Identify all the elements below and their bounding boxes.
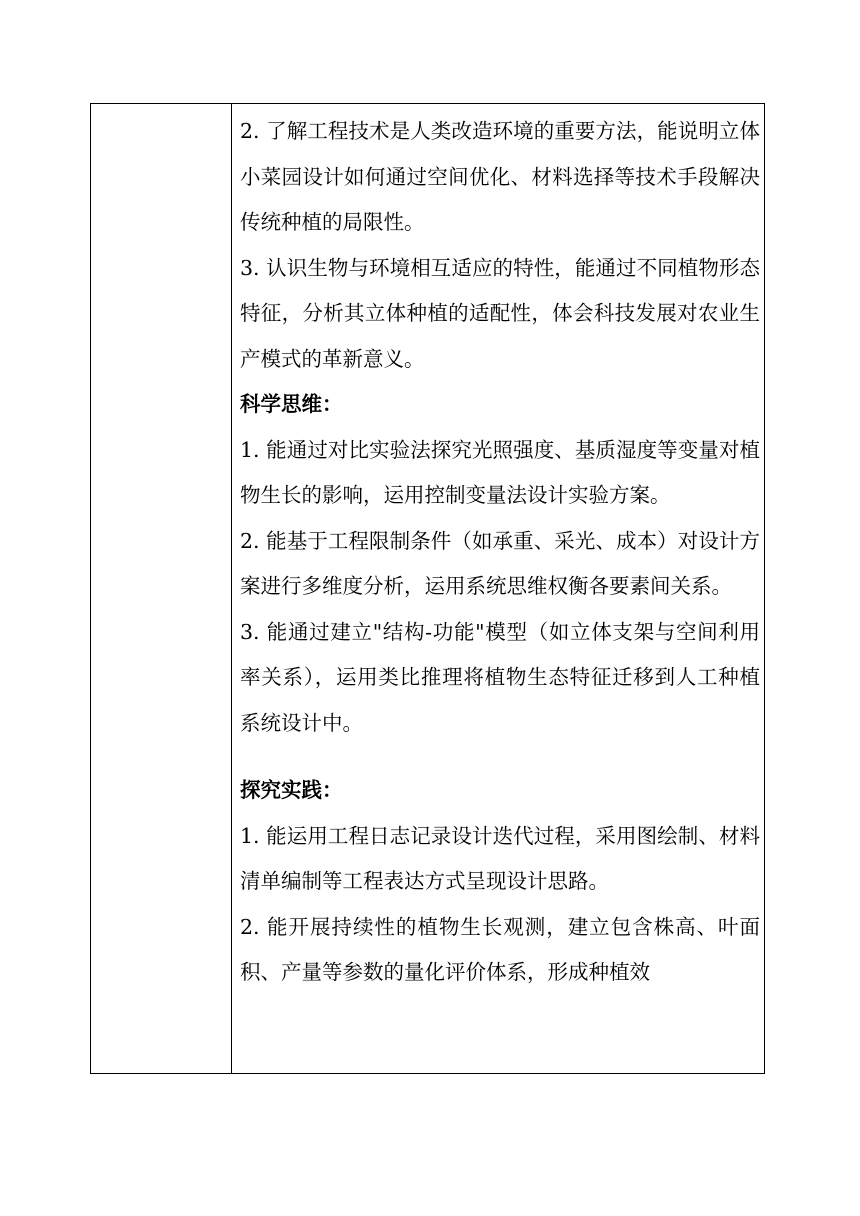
table-left-cell [91,104,232,1073]
paragraph-thinking-1: 1. 能通过对比实验法探究光照强度、基质湿度等变量对植物生长的影响，运用控制变量法设计实验方案。 [240,437,760,507]
heading-inquiry-practice: 探究实践： [240,778,343,802]
paragraph-practice-2: 2. 能开展持续性的植物生长观测，建立包含株高、叶面积、产量等参数的量化评价体系，形成种植效 [240,914,760,984]
paragraph-thinking-3: 3. 能通过建立"结构-功能"模型（如立体支架与空间利用率关系），运用类比推理将植物生态特征迁移到人工种植系统设计中。 [240,619,760,735]
paragraph-practice-1: 1. 能运用工程日志记录设计迭代过程，采用图绘制、材料清单编制等工程表达方式呈现设计思路。 [240,823,760,893]
paragraph-technology-3: 3. 认识生物与环境相互适应的特性，能通过不同植物形态特征，分析其立体种植的适配性，体会科技发展对农业生产模式的革新意义。 [240,255,760,371]
paragraph-technology-2: 2. 了解工程技术是人类改造环境的重要方法，能说明立体小菜园设计如何通过空间优化、材料选择等技术手段解决传统种植的局限性。 [240,119,760,234]
heading-scientific-thinking: 科学思维： [240,392,343,416]
document-table [90,103,765,1074]
cell-content [240,109,760,996]
paragraph-thinking-2: 2. 能基于工程限制条件（如承重、采光、成本）对设计方案进行多维度分析，运用系统思维权衡各要素间关系。 [240,528,760,598]
blank-line [240,746,760,768]
table-right-cell [232,104,764,1073]
